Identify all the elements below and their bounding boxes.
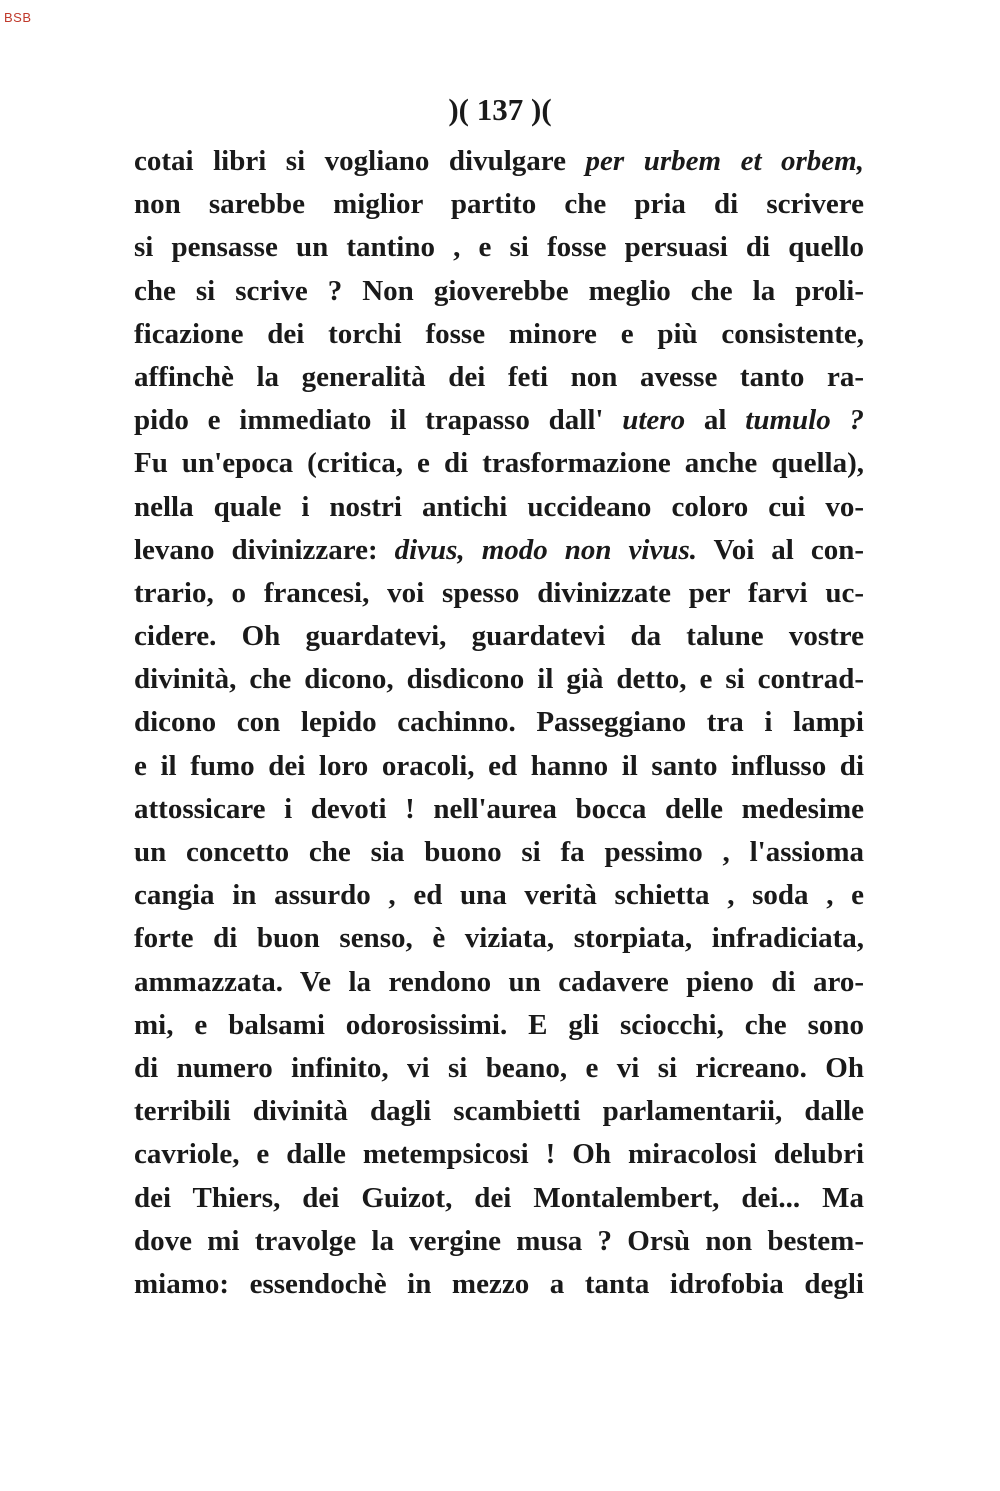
line-text: affinchè la generalità dei feti non avesse tanto ra- bbox=[134, 360, 864, 393]
text-line bbox=[134, 1263, 864, 1306]
text-line bbox=[134, 183, 864, 226]
text-line bbox=[134, 788, 864, 831]
text-line bbox=[134, 486, 864, 529]
text-line bbox=[134, 140, 864, 183]
line-text: attossicare i devoti ! nell'aurea bocca delle medesime bbox=[134, 792, 864, 825]
library-watermark: BSB bbox=[4, 10, 32, 25]
line-text: trario, o francesi, voi spesso divinizzate per farvi uc- bbox=[134, 576, 864, 609]
line-text: cangia in assurdo , ed una verità schietta , soda , e bbox=[134, 879, 864, 912]
line-text: terribili divinità dagli scambietti parlamentarii, dalle bbox=[134, 1095, 864, 1128]
line-italic-text-2: tumulo ? bbox=[745, 404, 864, 437]
line-text: nella quale i nostri antichi uccideano coloro cui vo- bbox=[134, 490, 864, 523]
line-text: divinità, che dicono, disdicono il già detto, e si contrad- bbox=[134, 663, 864, 696]
text-line bbox=[134, 917, 864, 960]
text-line bbox=[134, 1090, 864, 1133]
text-line bbox=[134, 313, 864, 356]
line-text: cidere. Oh guardatevi, guardatevi da talune vostre bbox=[134, 620, 864, 653]
text-line bbox=[134, 529, 864, 572]
line-text: si pensasse un tantino , e si fosse persuasi di quello bbox=[134, 231, 864, 264]
line-text: miamo: essendochè in mezzo a tanta idrofobia degli bbox=[134, 1267, 864, 1300]
line-text-after: al bbox=[685, 404, 746, 437]
line-text: dei Thiers, dei Guizot, dei Montalembert, dei... Ma bbox=[134, 1181, 864, 1214]
text-line bbox=[134, 874, 864, 917]
line-text: un concetto che sia buono si fa pessimo , l'assioma bbox=[134, 836, 864, 868]
line-text: Fu un'epoca (critica, e di trasformazione anche quella), bbox=[134, 447, 864, 480]
line-text: e il fumo dei loro oracoli, ed hanno il santo influsso di bbox=[134, 749, 864, 782]
line-text: ammazzata. Ve la rendono un cadavere pieno di aro- bbox=[134, 965, 864, 998]
line-text-after: Voi al con- bbox=[696, 533, 864, 566]
line-text: dove mi travolge la vergine musa ? Orsù non bestem- bbox=[134, 1224, 864, 1257]
page-number-header: )( 137 )( bbox=[448, 92, 552, 127]
text-line bbox=[134, 831, 864, 874]
line-text: ficazione dei torchi fosse minore e più consistente, bbox=[134, 317, 864, 350]
text-line bbox=[134, 226, 864, 269]
text-line bbox=[134, 615, 864, 658]
line-text: dicono con lepido cachinno. Passeggiano tra i lampi bbox=[134, 706, 864, 739]
line-italic-text: utero bbox=[622, 404, 686, 437]
line-text: mi, e balsami odorosissimi. E gli sciocchi, che sono bbox=[134, 1008, 864, 1041]
text-line bbox=[134, 745, 864, 788]
text-line bbox=[134, 572, 864, 615]
text-line bbox=[134, 1177, 864, 1220]
line-text: pido e immediato il trapasso dall' bbox=[134, 404, 623, 437]
line-text: levano divinizzare: bbox=[134, 533, 395, 566]
text-line bbox=[134, 1220, 864, 1263]
line-text: che si scrive ? Non gioverebbe meglio che la proli- bbox=[134, 274, 864, 307]
text-line bbox=[134, 701, 864, 744]
line-text: cotai libri si vogliano divulgare bbox=[134, 145, 586, 177]
line-text: non sarebbe miglior partito che pria di scrivere bbox=[134, 188, 864, 221]
line-italic-text: per urbem et orbem, bbox=[585, 145, 864, 177]
text-line bbox=[134, 356, 864, 399]
text-line bbox=[134, 270, 864, 313]
line-italic-text: divus, modo non vivus. bbox=[394, 533, 697, 566]
text-line bbox=[134, 658, 864, 701]
text-line bbox=[134, 961, 864, 1004]
text-line bbox=[134, 442, 864, 485]
line-text: forte di buon senso, è viziata, storpiata, infradiciata, bbox=[134, 922, 864, 955]
text-line bbox=[134, 1047, 864, 1090]
line-text: cavriole, e dalle metempsicosi ! Oh miracolosi delubri bbox=[134, 1138, 864, 1171]
text-line bbox=[134, 399, 864, 442]
line-text: di numero infinito, vi si beano, e vi si ricreano. Oh bbox=[134, 1051, 864, 1084]
text-line bbox=[134, 1133, 864, 1176]
body-text bbox=[134, 140, 864, 1306]
text-line bbox=[134, 1004, 864, 1047]
